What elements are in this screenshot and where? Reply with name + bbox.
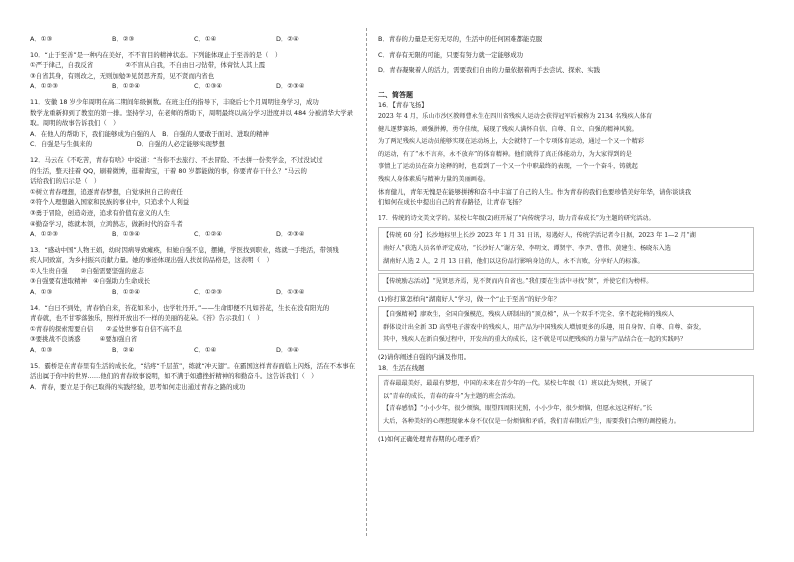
question-line: 的生活，整天挂着 QQ，刷着微博，逛着淘宝，干着 80 岁都能做的事，你要青春干什么？”马云的 (30, 166, 307, 175)
question-14 (30, 303, 360, 356)
material-line: 青春最最美好，最最有梦想，中国的未来在青少年的一代。某校七年级（1）班以此为契机，开展了 (383, 380, 653, 388)
option: C．①②③ (194, 288, 223, 297)
question-stem: 14．“白日不到处，青春恰自来，苔花如米小，也学牡丹开。”——生命即便不凡如苔花，生长在没有阳光的 (30, 303, 330, 312)
question-line: 活出属于你中的世界……他们的青春故事说明，如不满于如遭挫折精神的和勤奋斗。这告诉我们（ ） (30, 372, 318, 381)
statement: ②符个人理想融入国家和民族的事业中，只追求个人利益 (30, 198, 190, 207)
question-line: 体育健儿，青年无愧是在能够拼搏和奋斗中丰富了自己的人生。作为青春的我们也要珍惜美好年华，请你谈谈我 (378, 187, 692, 196)
column-divider (366, 28, 367, 536)
question-title: 16．【青春飞扬】 (378, 101, 428, 110)
question-18 (378, 363, 754, 445)
question-line: ③自省其身，有则改之，无则加勉③见贤思齐焉，见不贤而内省也 (30, 71, 215, 80)
material-line: 其中，残疾人在新自强过程中，开发出的重大的成长，这不就是可以把残疾的力量与产品结合在一起的实践吗？ (383, 336, 687, 344)
option: D．②③④ (276, 82, 305, 91)
sub-question: (1)如何正确处理青春期的心理矛盾？ (378, 434, 483, 443)
option: B．②④ (112, 346, 135, 355)
question-line: 数学龙重新抑到了教室的第一排。坚持学习，在老师的帮助下，周明最终以高分学习进度并以 484 分被清华大学录 (30, 108, 354, 117)
question-16 (378, 100, 754, 207)
question-15 (30, 361, 360, 393)
statement: ①青春的探索需要自信 ②孟处世事有自信不高不息 (30, 324, 183, 333)
question-title: 18．生活在线题 (378, 363, 425, 372)
option: D．②④ (276, 35, 299, 43)
option: A．①③ (30, 346, 53, 355)
question-stem: 10．“止于至善”是一种内在美好，不不盲目的精神状态。下列能体现止于至善的是（ ） (30, 50, 282, 59)
question-line: 疾人同致富，为乡村振兴贡献力量。她的事迹体现出强人扶贫的品格是，这表明（ ） (30, 256, 273, 265)
option: C．①③④ (194, 82, 223, 91)
option: C．①④ (194, 346, 217, 355)
question-line: 青春就，也不甘零落独乐，照样开放出不一样的美丽的花朵。《苔》告示我们（ ） (30, 314, 264, 323)
question-stem: 13．“感动中国”人物王娟，幼时因病导致瘫痪，但她自强不息，摆摊，学医找到职业，练就一手绝活，带领残 (30, 245, 339, 254)
question-stem: 15．霸桥是在青春里有生活的成长化，“结疼“千层茧”，练就“冲天翅”。在霸国这样青春面临上闪烁，活在不本事在 (30, 361, 356, 370)
option: A．①②③ (30, 82, 58, 91)
option: B．①②④ (112, 288, 140, 297)
question-line: ①严于律己，自我反省 ②不盲从自我，不自由日刁钻带，体膏钛人其上霞 (30, 61, 266, 70)
option: D．①③④ (276, 288, 305, 297)
statement: ③要挑战不良诱惑 ④要加强自省 (30, 335, 138, 344)
left-column (30, 34, 360, 392)
material-line: 【青春感悟】“小小少年，很少烦恼，眼望四周阳光照，小小少年，很少烦恼，但愿永远这样好。”长 (383, 405, 653, 413)
material-line: 残疾人身体素质与精神力量的美丽画卷。 (378, 175, 490, 183)
question-17 (378, 213, 754, 363)
option-row: C．青春有无限的可能，只要有努力就一定能够成功 (378, 50, 524, 59)
option: C．①②④ (194, 230, 223, 239)
question-12 (30, 155, 360, 240)
q9-options (30, 34, 360, 45)
q12-options (30, 229, 360, 240)
option-row: A．在他人的帮助下，我们能够成为自强的人 B．自强的人要敢于面对、进取的精神 (30, 129, 269, 138)
material-line: 南好人”获选人员名单评定成功，“长沙好人”谢方荣、李明文、谭贤宇、李尹、曹伟、黄建生、杨晓东入选 (383, 244, 671, 252)
option: A．①③ (30, 288, 53, 297)
question-stem: 11．安徽 18 岁少年周明在高二期间年级倒数。在班主任的指导下，丰晓后七个月周明往身学习，成功 (30, 97, 319, 106)
question-10 (30, 50, 360, 92)
material-line: 以“青春的成长，青春的奋斗”为主题的班会活动。 (383, 392, 520, 400)
material-line: 湖南好人选 2 人，2 月 13 日前，他们以这份品行影响身边的人，永不言败，分享好人的标准。 (383, 257, 644, 265)
option: B．①③④ (112, 230, 140, 239)
material-box (378, 306, 754, 350)
option: A．①②③ (30, 230, 58, 239)
option-row: C．自强是与生俱来的 D．自强的人必定能够实现梦想 (30, 140, 225, 149)
material-line: 群体设计出全新 3D 高型电子游戏中的残疾人，用产品为中国残疾人增加更多的乐趣，用自身智、自尊、自尊、奋发， (383, 323, 706, 331)
option: D．③④ (276, 346, 299, 355)
q14-options (30, 345, 360, 356)
option-row: A．青春，要立足于你已取得的实践经验，思考如何走出通过青春之路的成功 (30, 382, 246, 391)
question-11 (30, 97, 360, 150)
option: C．①④ (194, 35, 217, 43)
sub-question: (2)请你阐述自强的内涵及作用。 (378, 353, 471, 362)
option: B．②③ (112, 35, 135, 43)
option: A．①③ (30, 35, 53, 43)
material-line: 健儿逐梦赛场，顽强拼搏，勇夺佳绩，展现了残疾人满怀自信、自尊、自立、自强的精神风貌。 (378, 125, 638, 133)
statement: ①树立青春理想，追逐青春梦想，自觉承担自己的责任 (30, 187, 183, 196)
material-text (378, 111, 754, 187)
material-line: 为了两足残疾人运动员能够实现在运动场上，大会就特了一个专项体育运动，通过一个又一个精彩 (378, 138, 645, 146)
question-line: 取。周明的故事告诉我们（ ） (30, 119, 120, 128)
material-line: 【传统励志活动】“见贤思齐焉，见不贤而内自省也。”我们要在生活中寻找“贤”，并使它们为榜样。 (383, 278, 653, 286)
option-row: D．青春凝聚着人的活力，需要我们自由的力量依据着两手去尝试、探索、实践 (378, 66, 601, 75)
question-stem: 12．马云在《不吃苦，青春有啥》中说道：“当你不去旅行、不去冒险、不去拼一份奖学金，不过没试过 (30, 155, 323, 164)
option-row: B．青春的力量是无穷无尽的，生活中的任何困难都能克服 (378, 35, 543, 43)
question-13 (30, 245, 360, 298)
material-line: 【传统 60 分】长沙地标里上长沙 2023 年 1 月 31 日讯，易遇好人，传统学活记者今日据，2023 年 1—2 月“湖 (383, 232, 696, 240)
statement: ③勇于冒险，创造奇迹，追求有价值有意义的人生 (30, 208, 170, 217)
material-line: 的运动，有了“永不言弃，永不放弃”的体育精神。他们就得了真正体能动力，为大家得到的是 (378, 150, 632, 158)
statement: ④勤奋学习，练就本领，立鸿鹄志，做新时代的奋斗者 (30, 219, 183, 228)
question-stem: 17．传统的诗文美文学的。某校七年级(2)班开展了“向传统学习，助力青春成长”为主题的研究活动。 (378, 214, 655, 222)
material-line: 【自强精神】廖欢生，全国自强模范，残疾人研制出的“顶点梯”，从一个双手不完全、拿不起轮椅的残疾人 (383, 311, 674, 319)
option: D．②③④ (276, 230, 305, 239)
material-line: 2023 年 4 月，乐山市沙区教师曹永生在四川省残疾人运动会获得冠军后被称为 2134 名残疾人体育 (378, 112, 653, 120)
question-line: 们如何在成长中提出自己的青春路径，让青春飞扬？ (378, 198, 525, 207)
material-box (378, 227, 754, 271)
material-box (378, 273, 754, 292)
statement: ③自强要有进取精神 ④自强助力生命成长 (30, 277, 151, 286)
statement: ①人生贵自强 ②自强需要坚强的意志 (30, 266, 144, 275)
sub-question: (1)你打算怎样向“湖南好人”学习，做一个“止于至善”的好少年？ (378, 294, 561, 303)
right-column (378, 34, 754, 444)
section-heading: 二、简答题 (378, 90, 413, 99)
material-box (378, 375, 754, 431)
material-line: 事情上了运动员在奋力诠释的时，也看到了一个又一个中职最终的表现，一个一个奋斗，铸就起 (378, 163, 638, 171)
material-line: 大后，各种美好的心理想现象本身不仅仅是一份烦恼和矛盾，我们青春期后产生，需要我们合理的调控能力。 (383, 418, 680, 426)
q13-options (30, 287, 360, 298)
question-line: 话给我们的启示是（ ） (30, 177, 101, 186)
q10-options (30, 81, 360, 92)
option: B．①②④ (112, 82, 140, 91)
